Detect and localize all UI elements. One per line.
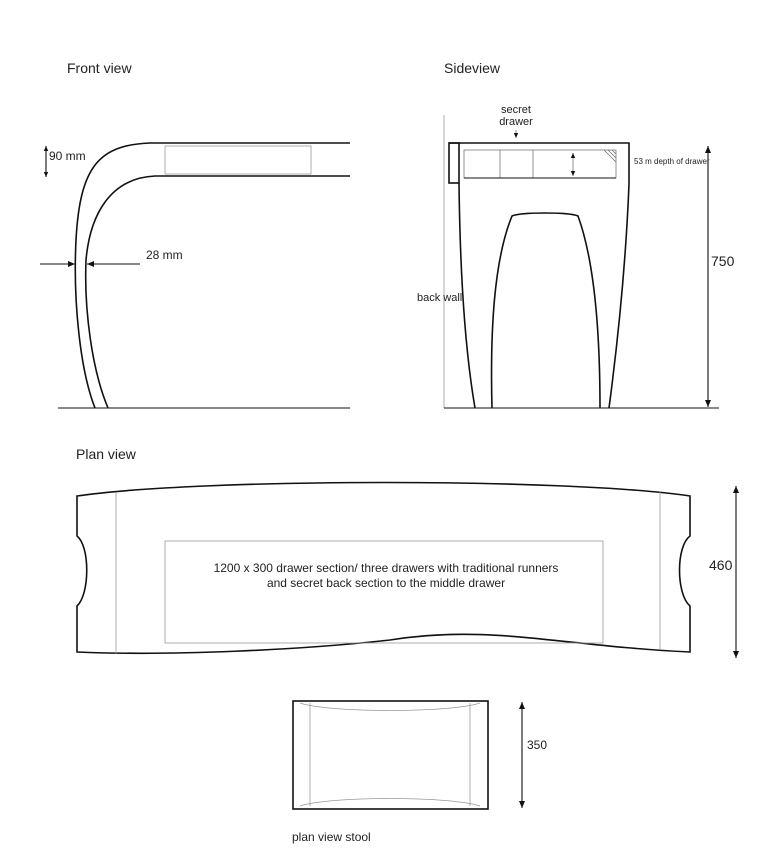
secret-drawer-label-line1: secret bbox=[501, 104, 531, 116]
front-view-title: Front view bbox=[67, 60, 132, 76]
stool-outline bbox=[293, 701, 488, 809]
stool-title: plan view stool bbox=[292, 830, 371, 844]
front-desk-inner-profile bbox=[86, 176, 350, 408]
top-thickness-label: 90 mm bbox=[49, 149, 86, 163]
side-desk-body bbox=[449, 143, 629, 408]
side-drawer-hatching bbox=[604, 150, 616, 162]
side-view-title: Sideview bbox=[444, 60, 501, 76]
side-knee-opening bbox=[492, 213, 600, 408]
stool-plan-view bbox=[292, 701, 547, 844]
plan-note-line2: and secret back section to the middle drawer bbox=[266, 576, 506, 590]
height-label: 750 bbox=[711, 253, 735, 269]
front-desk-outer-profile bbox=[75, 143, 350, 408]
side-drawer-box bbox=[464, 150, 616, 178]
drawer-depth-label: 53 m depth of drawer bbox=[634, 157, 710, 166]
stool-seat-curve bbox=[300, 703, 480, 806]
leg-thickness-label: 28 mm bbox=[146, 248, 183, 262]
side-secret-back-block bbox=[449, 143, 459, 183]
stool-depth-label: 350 bbox=[527, 738, 548, 752]
plan-note-line1: 1200 x 300 drawer section/ three drawers with traditional runners bbox=[213, 561, 559, 575]
plan-depth-label: 460 bbox=[709, 557, 733, 573]
secret-drawer-label-line2: drawer bbox=[499, 116, 533, 128]
front-view bbox=[40, 60, 350, 408]
plan-view bbox=[76, 446, 736, 658]
back-wall-label: back wall bbox=[417, 292, 463, 304]
plan-drawer-section bbox=[165, 541, 603, 643]
plan-view-title: Plan view bbox=[76, 446, 136, 462]
side-view bbox=[417, 60, 735, 408]
front-drawer-outline bbox=[165, 146, 311, 174]
